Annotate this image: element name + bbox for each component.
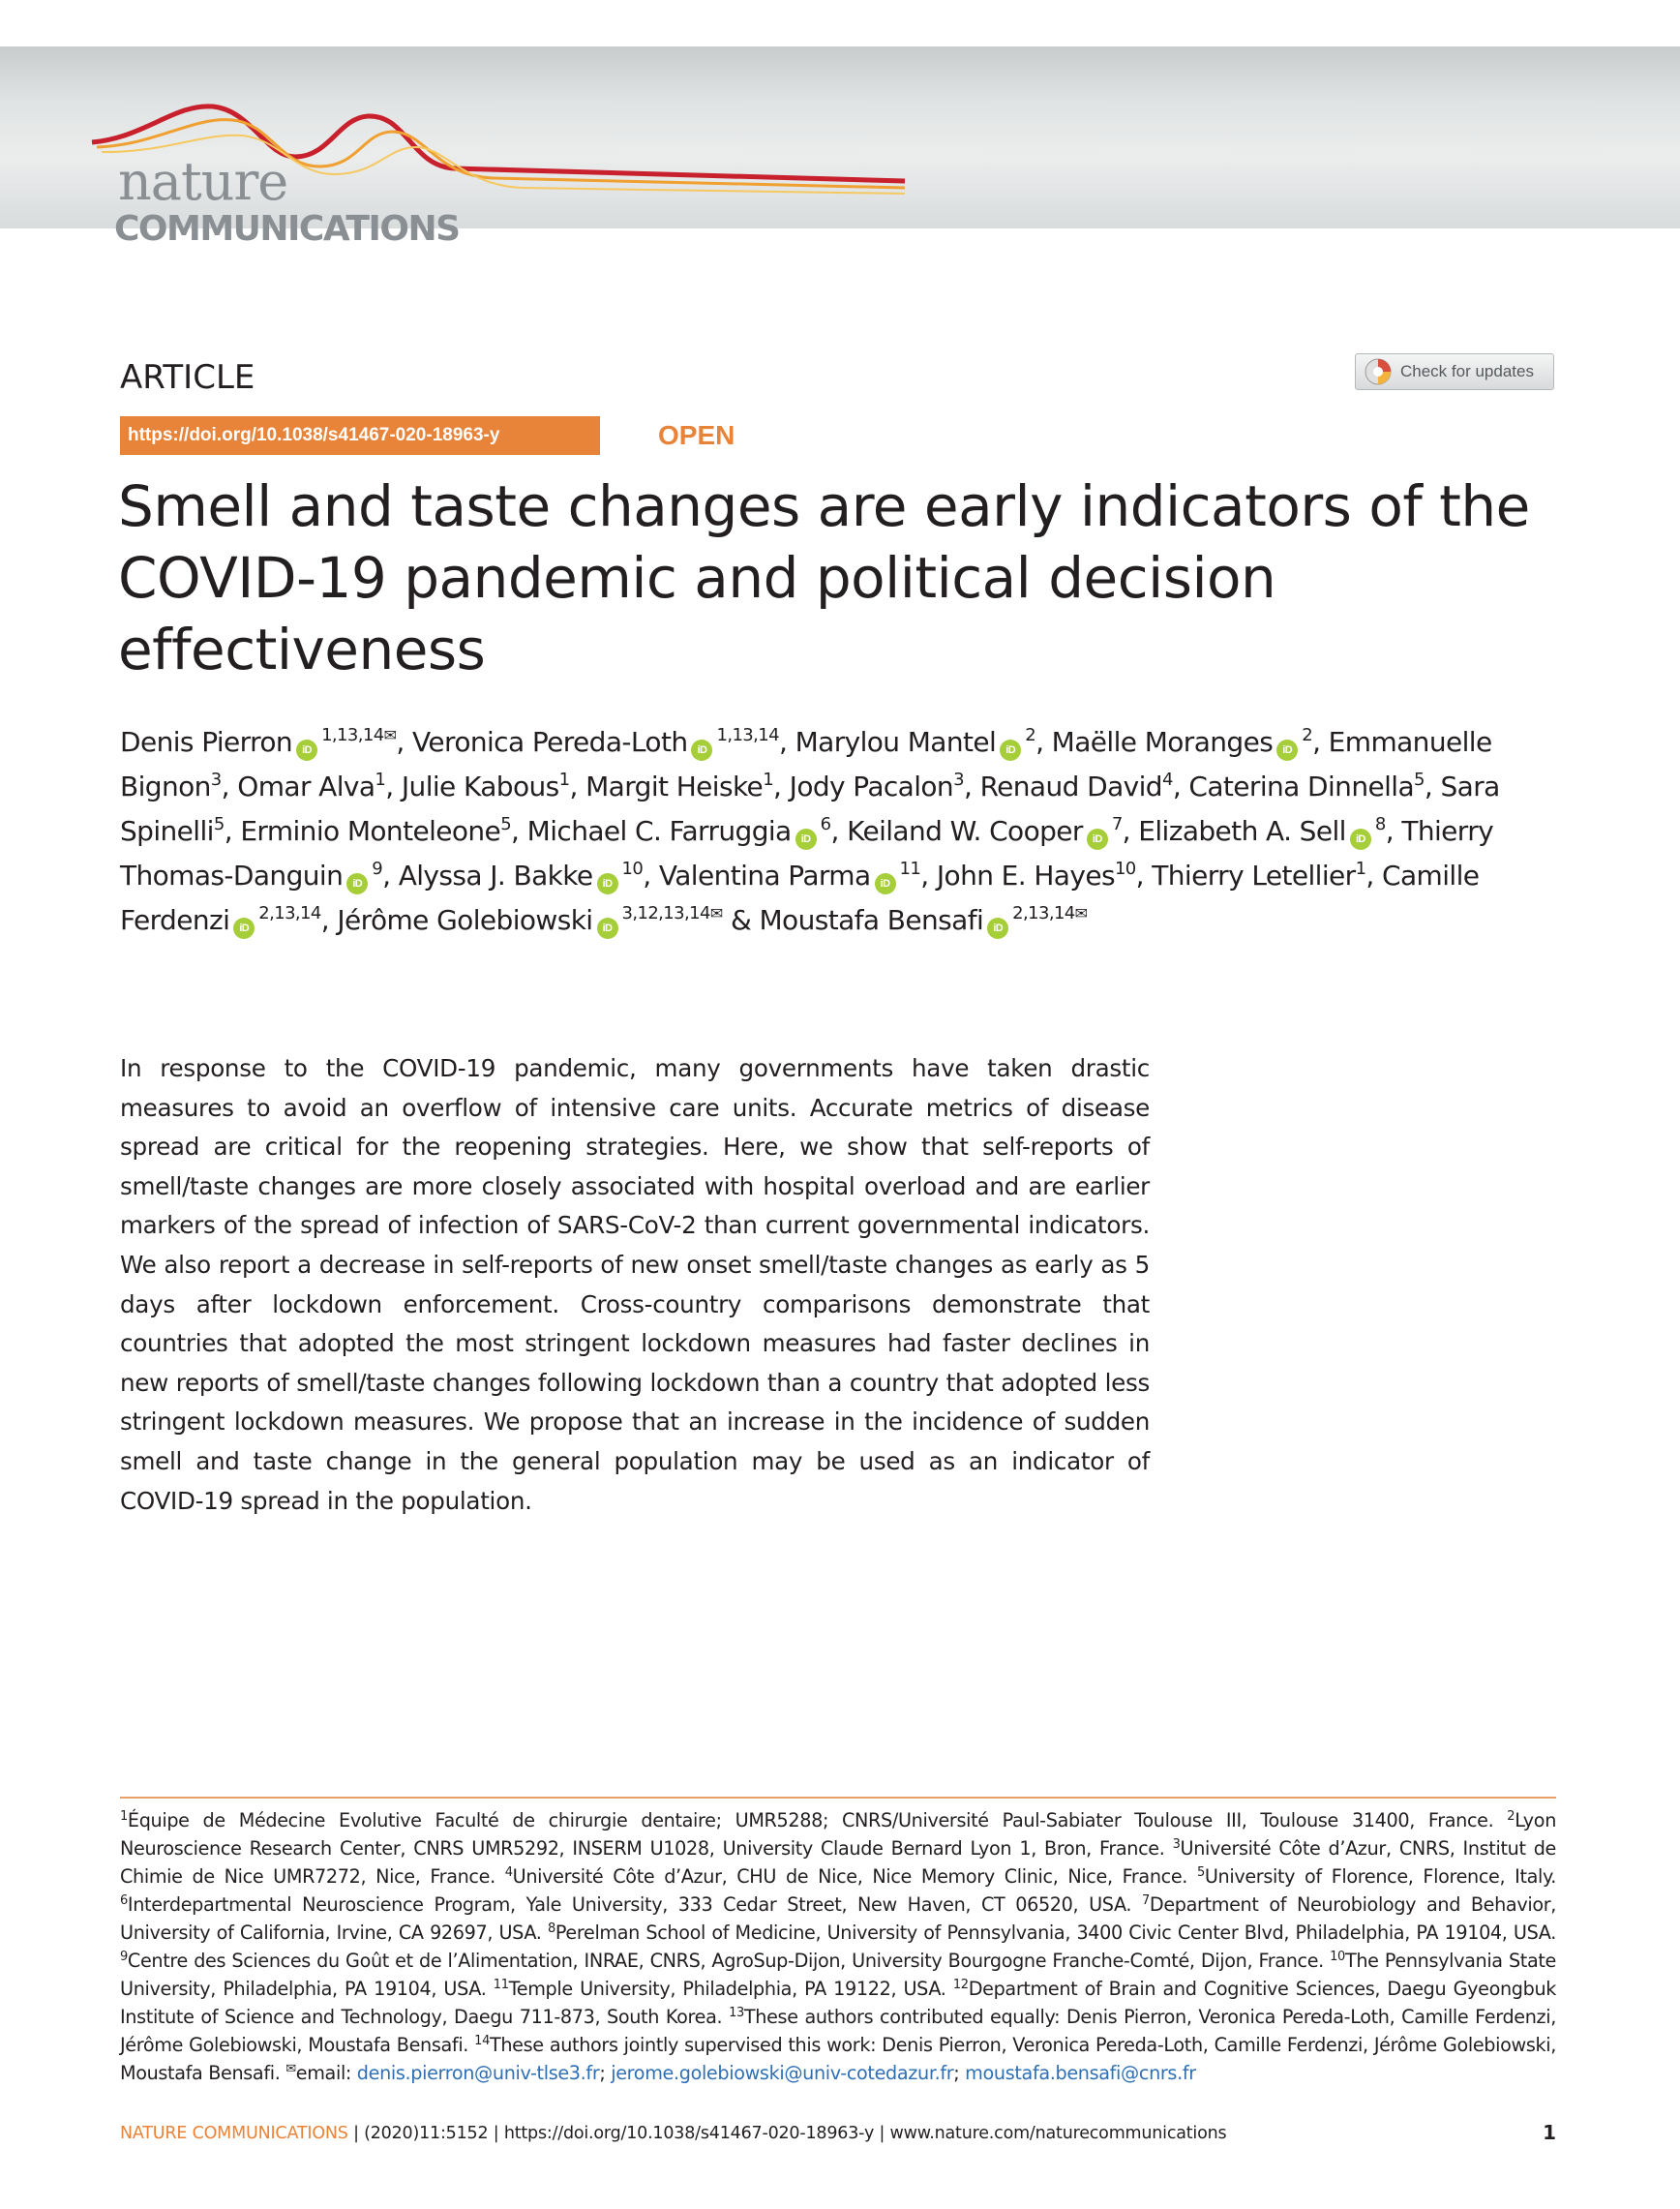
affiliation-text: These authors jointly supervised this work: Denis Pierron, Veronica Pereda-Loth, Camille Ferdenzi, Jérôme Golebiowski, Moustafa Bensafi. [120, 2034, 1556, 2084]
orcid-icon[interactable]: iD [987, 918, 1008, 939]
author-affiliation-numbers: 3 [210, 770, 222, 790]
author-name[interactable]: Omar Alva [237, 771, 375, 802]
affiliation-number: 6 [120, 1893, 128, 1908]
email-envelope-icon: ✉ [285, 2062, 296, 2076]
affiliation-text: Temple University, Philadelphia, PA 19122, USA. [508, 1978, 946, 2000]
author-name[interactable]: Marylou Mantel [795, 726, 997, 758]
orcid-icon[interactable]: iD [1276, 740, 1298, 761]
author-name[interactable]: Margit Heiske [585, 771, 764, 802]
article-title: Smell and taste changes are early indicators of the COVID-19 pandemic and political decision effectiveness [118, 473, 1530, 682]
author-name[interactable]: Veronica Pereda-Loth [412, 726, 688, 758]
author-name[interactable]: Erminio Monteleone [240, 815, 501, 847]
affiliation-text: The Pennsylvania State University, Philadelphia, PA 19104, USA. [120, 1950, 1556, 2000]
orcid-icon[interactable]: iD [296, 740, 317, 761]
journal-banner [0, 46, 1680, 249]
author-name[interactable]: Sara Spinelli [120, 771, 1500, 847]
author-affiliation-numbers: 1 [558, 770, 570, 790]
author-affiliation-numbers: 1,13,14 [716, 725, 779, 745]
author-affiliation-numbers: 1 [375, 770, 386, 790]
orcid-icon[interactable]: iD [1000, 740, 1021, 761]
orcid-icon[interactable]: iD [691, 740, 712, 761]
author-affiliation-numbers: 3 [953, 770, 964, 790]
author-affiliation-numbers: 1 [1355, 859, 1366, 879]
author-name[interactable]: Moustafa Bensafi [759, 904, 984, 936]
affiliation-number: 5 [1196, 1865, 1205, 1880]
affiliation-number: 4 [504, 1865, 513, 1880]
author-affiliation-numbers: 2,13,14✉ [1012, 903, 1088, 923]
affiliation-number: 12 [952, 1978, 969, 1992]
check-for-updates-label: Check for updates [1400, 362, 1534, 380]
affiliation-text: Centre des Sciences du Goût et de l’Alimentation, INRAE, CNRS, AgroSup-Dijon, University Bourgogne Franche-Comté, Dijon, France. [127, 1950, 1324, 1972]
author-name[interactable]: Thierry Thomas-Danguin [120, 815, 1494, 892]
affiliation-text: University of Florence, Florence, Italy. [1204, 1865, 1557, 1888]
author-affiliation-numbers: 6 [820, 814, 831, 834]
orcid-icon[interactable]: iD [597, 873, 618, 894]
open-access-label: OPEN [658, 420, 735, 450]
doi-link[interactable]: https://doi.org/10.1038/s41467-020-18963-y [120, 416, 600, 455]
author-affiliation-numbers: 3,12,13,14✉ [621, 903, 723, 923]
orcid-icon[interactable]: iD [233, 918, 255, 939]
author-name[interactable]: Jérôme Golebiowski [337, 904, 593, 936]
author-name[interactable]: Michael C. Farruggia [526, 815, 792, 847]
author-affiliation-numbers: 5 [1414, 770, 1425, 790]
abstract: In response to the COVID-19 pandemic, many governments have taken drastic measures to avoid an overflow of intensive care units. Accurate metrics of disease spread are critical for the reopening strategies. Here, we show that self-reports of smell/taste changes are more closely associated with hospital overload and are earlier markers of the spread of infection of SARS-CoV-2 than current governmental indicators. We also report a decrease in self-reports of new onset smell/taste changes as early as 5 days after lockdown enforcement. Cross-country comparisons demonstrate that countries that adopted the most stringent lockdown measures had faster declines in new reports of smell/taste changes following lockdown than a country that adopted less stringent lockdown measures. We propose that an increase in the incidence of sudden smell and taste change in the general population may be used as an indicator of COVID-19 spread in the population. [120, 1054, 1150, 1515]
check-for-updates-button[interactable] [1355, 353, 1554, 390]
affiliation-number: 1 [120, 1809, 128, 1824]
author-name[interactable]: Thierry Letellier [1152, 860, 1356, 892]
author-affiliation-numbers: 5 [500, 814, 512, 834]
logo-nature-text: nature [118, 151, 288, 212]
author-name[interactable]: John E. Hayes [936, 860, 1115, 892]
page-footer [120, 2124, 1556, 2143]
author-affiliation-numbers: 9 [372, 859, 383, 879]
author-name[interactable]: Alyssa J. Bakke [398, 860, 593, 892]
author-affiliation-numbers: 5 [213, 814, 225, 834]
author-name[interactable]: Elizabeth A. Sell [1138, 815, 1346, 847]
author-name[interactable]: Renaud David [979, 771, 1162, 802]
orcid-icon[interactable]: iD [875, 873, 896, 894]
author-affiliation-numbers: 8 [1374, 814, 1386, 834]
orcid-icon[interactable]: iD [795, 829, 817, 850]
affiliation-text: Interdepartmental Neuroscience Program, Yale University, 333 Cedar Street, New Haven, CT 06520, USA. [127, 1893, 1132, 1916]
affiliation-text: Université Côte d’Azur, CNRS, Institut de Chimie de Nice UMR7272, Nice, France. [120, 1837, 1557, 1888]
affiliation-number: 13 [729, 2006, 744, 2020]
email-envelope-icon[interactable]: ✉ [383, 726, 397, 744]
article-type-label: ARTICLE [120, 358, 255, 397]
author-affiliation-numbers: 2 [1025, 725, 1036, 745]
footer-journal-name: NATURE COMMUNICATIONS [120, 2124, 348, 2143]
affiliation-number: 8 [547, 1922, 555, 1936]
email-envelope-icon[interactable]: ✉ [709, 904, 723, 923]
author-name[interactable]: Maëlle Moranges [1051, 726, 1274, 758]
author-affiliation-numbers: 4 [1161, 770, 1173, 790]
author-affiliation-numbers: 2,13,14 [258, 903, 321, 923]
author-affiliation-numbers: 7 [1111, 814, 1123, 834]
email-link[interactable]: moustafa.bensafi@cnrs.fr [965, 2062, 1196, 2084]
author-list: Denis Pierron $iD^{1,13,14✉}$, Veronica Pereda-Loth iD$^{1,13,14}$, Marylou Mantel $iD^2$, Maëlle Moranges $iD^2$, Emmanuelle Bignon$^3$, Omar Alva$^1$, Julie Kabous$^1$, Margit Heiske$^1$, Jody Pacalon$^3$, Renaud David$^4$, Caterina Dinnella$^5$, Sara Spinelli$^5$, Erminio Monteleone$^5$, Michael C. Farruggia $iD^6$, Keiland W. Cooper $iD^7$, Elizabeth A. Sell $iD^8$, Thierry Thomas-Danguin $iD^9$, Alyssa J. Bakke $iD^{10}$, Valentina Parma $iD^{11}$, John E. Hayes$^{10}$, Thierry Letellier$^1$, Camille Ferdenzi iD$^{2,13,14}$, Jérôme Golebiowski $iD^{3,12,13,14✉}$ & Moustafa Bensafi $iD^{2,13,14✉}$ [120, 720, 1562, 943]
author-name[interactable]: Denis Pierron [120, 726, 293, 758]
orcid-icon[interactable]: iD [346, 873, 368, 894]
crossmark-icon [1364, 357, 1393, 386]
affiliation-text: These authors contributed equally: Denis Pierron, Veronica Pereda-Loth, Camille Ferdenzi, Jérôme Golebiowski, Moustafa Bensafi. [120, 2006, 1556, 2056]
affiliation-text: Lyon Neuroscience Research Center, CNRS UMR5292, INSERM U1028, University Claude Bernard Lyon 1, Bron, France. [120, 1809, 1557, 1860]
orcid-icon[interactable]: iD [1350, 829, 1371, 850]
author-affiliation-numbers: 1 [763, 770, 774, 790]
affiliation-number: 9 [120, 1950, 128, 1964]
affiliations-divider [120, 1797, 1556, 1799]
email-label: email: [295, 2062, 357, 2084]
author-name[interactable]: Camille Ferdenzi [120, 860, 1480, 936]
author-affiliation-numbers: 11 [899, 859, 921, 879]
author-affiliation-numbers: 2 [1302, 725, 1313, 745]
affiliation-number: 14 [474, 2034, 490, 2048]
affiliation-number: 11 [493, 1978, 509, 1992]
email-link[interactable]: jerome.golebiowski@univ-cotedazur.fr [611, 2062, 954, 2084]
footer-citation: | (2020)11:5152 | https://doi.org/10.1038/s41467-020-18963-y | www.nature.com/naturecommunications [347, 2124, 1227, 2143]
affiliation-number: 10 [1330, 1950, 1345, 1964]
email-envelope-icon[interactable]: ✉ [1074, 904, 1088, 923]
author-affiliation-numbers: 10 [621, 859, 644, 879]
author-name[interactable]: Caterina Dinnella [1188, 771, 1415, 802]
logo-communications-text: COMMUNICATIONS [114, 209, 460, 249]
orcid-icon[interactable]: iD [597, 918, 618, 939]
author-affiliation-numbers: 1,13,14✉ [321, 725, 397, 745]
author-name[interactable]: Emmanuelle Bignon [120, 726, 1492, 802]
affiliation-text: Équipe de Médecine Evolutive Faculté de chirurgie dentaire; UMR5288; CNRS/Université Paul-Sabiater Toulouse III, Toulouse 31400, France. [127, 1809, 1494, 1831]
author-name[interactable]: Valentina Parma [658, 860, 871, 892]
author-name[interactable]: Jody Pacalon [789, 771, 954, 802]
affiliation-text: Department of Neurobiology and Behavior, University of California, Irvine, CA 92697, USA. [120, 1893, 1556, 1944]
email-link[interactable]: denis.pierron@univ-tlse3.fr [356, 2062, 600, 2084]
affiliation-text: Department of Brain and Cognitive Sciences, Daegu Gyeongbuk Institute of Science and Technology, Daegu 711-873, South Korea. [120, 1978, 1557, 2028]
orcid-icon[interactable]: iD [1087, 829, 1108, 850]
affiliation-number: 7 [1142, 1893, 1150, 1908]
author-affiliation-numbers: 10 [1114, 859, 1136, 879]
affiliation-number: 3 [1172, 1837, 1181, 1852]
affiliation-number: 2 [1507, 1809, 1515, 1824]
affiliations: $^1$Équipe de Médecine Evolutive Faculté de chirurgie dentaire; UMR5288; CNRS/Université Paul-Sabiater Toulouse III, Toulouse 31400, France. $^2$Lyon Neuroscience Research Center, CNRS UMR5292, INSERM U1028, University Claude Bernard Lyon 1, Bron, France. $^3$Université Côte d’Azur, CNRS, Institut de Chimie de Nice UMR7272, Nice, France. $^4$Université Côte d’Azur, CHU de Nice, Nice Memory Clinic, Nice, France. $^5$University of Florence, Florence, Italy. $^6$Interdepartmental Neuroscience Program, Yale University, 333 Cedar Street, New Haven, CT 06520, USA. $^7$Department of Neurobiology and Behavior, University of California, Irvine, CA 92697, USA. $^8$Perelman School of Medicine, University of Pennsylvania, 3400 Civic Center Blvd, Philadelphia, PA 19104, USA. $^9$Centre des Sciences du Goût et de l’Alimentation, INRAE, CNRS, AgroSup-Dijon, University Bourgogne Franche-Comté, Dijon, France. $^{10}$The Pennsylvania State University, Philadelphia, PA 19104, USA. $^{11}$Temple University, Philadelphia, PA 19122, USA. $^{12}$Department of Brain and Cognitive Sciences, Daegu Gyeongbuk Institute of Science and Technology, Daegu 711-873, South Korea. $^{13}$These authors contributed equally: Denis Pierron, Veronica Pereda-Loth, Camille Ferdenzi, Jérôme Golebiowski, Moustafa Bensafi. $^{14}$These authors jointly supervised this work: Denis Pierron, Veronica Pereda-Loth, Camille Ferdenzi, Jérôme Golebiowski, Moustafa Bensafi. ✉email: denis.pierron@univ-tlse3.fr; jerome.golebiowski@univ-cotedazur.fr; moustafa.bensafi@cnrs.fr [120, 1809, 1557, 2084]
affiliation-text: Université Côte d’Azur, CHU de Nice, Nice Memory Clinic, Nice, France. [512, 1865, 1188, 1888]
affiliation-text: Perelman School of Medicine, University of Pennsylvania, 3400 Civic Center Blvd, Philadelphia, PA 19104, USA. [555, 1922, 1556, 1944]
author-name[interactable]: Keiland W. Cooper [847, 815, 1083, 847]
author-name[interactable]: Julie Kabous [401, 771, 559, 802]
page-number: 1 [1543, 2121, 1556, 2144]
